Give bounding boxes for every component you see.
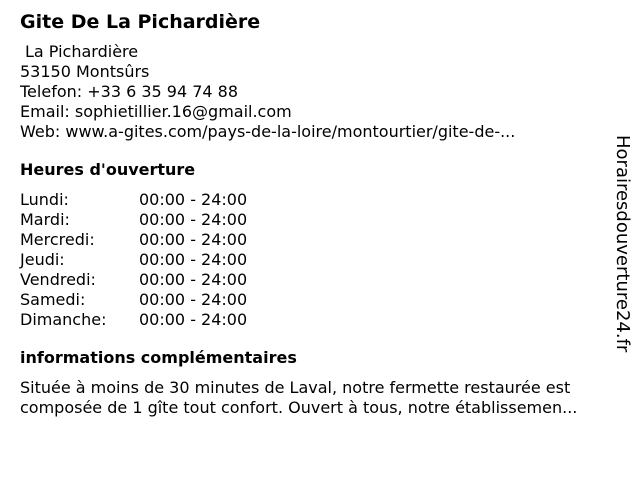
day-label: Dimanche: bbox=[20, 310, 107, 329]
hours-row bbox=[20, 290, 620, 310]
time-range: 00:00 - 24:00 bbox=[139, 310, 248, 329]
business-listing bbox=[20, 10, 620, 418]
hours-row bbox=[20, 270, 620, 290]
side-brand-text: Horairesdouverture24.fr bbox=[612, 135, 633, 353]
hours-table bbox=[20, 190, 620, 330]
time-range: 00:00 - 24:00 bbox=[139, 190, 248, 209]
day-label: Vendredi: bbox=[20, 270, 96, 289]
email-line: Email: sophietillier.16@gmail.com bbox=[20, 102, 292, 121]
hours-row bbox=[20, 190, 620, 210]
hours-heading: Heures d'ouverture bbox=[20, 160, 196, 179]
description-line-2: composée de 1 gîte tout confort. Ouvert à tous, notre établissemen... bbox=[20, 398, 578, 417]
hours-row bbox=[20, 310, 620, 330]
day-label: Mercredi: bbox=[20, 230, 95, 249]
hours-row bbox=[20, 230, 620, 250]
hours-row bbox=[20, 210, 620, 230]
day-label: Jeudi: bbox=[20, 250, 65, 269]
time-range: 00:00 - 24:00 bbox=[139, 270, 248, 289]
hours-row bbox=[20, 250, 620, 270]
time-range: 00:00 - 24:00 bbox=[139, 210, 248, 229]
day-label: Mardi: bbox=[20, 210, 70, 229]
time-range: 00:00 - 24:00 bbox=[139, 230, 248, 249]
day-label: Samedi: bbox=[20, 290, 86, 309]
page-title: Gite De La Pichardière bbox=[20, 11, 261, 33]
time-range: 00:00 - 24:00 bbox=[139, 290, 248, 309]
description bbox=[20, 378, 620, 418]
web-line: Web: www.a-gites.com/pays-de-la-loire/montourtier/gite-de-... bbox=[20, 122, 516, 141]
time-range: 00:00 - 24:00 bbox=[139, 250, 248, 269]
description-line-1: Située à moins de 30 minutes de Laval, notre fermette restaurée est bbox=[20, 378, 571, 397]
info-heading: informations complémentaires bbox=[20, 348, 297, 367]
day-label: Lundi: bbox=[20, 190, 69, 209]
phone-line: Telefon: +33 6 35 94 74 88 bbox=[20, 82, 239, 101]
address-line-1: La Pichardière bbox=[25, 42, 139, 61]
address-line-2: 53150 Montsûrs bbox=[20, 62, 150, 81]
